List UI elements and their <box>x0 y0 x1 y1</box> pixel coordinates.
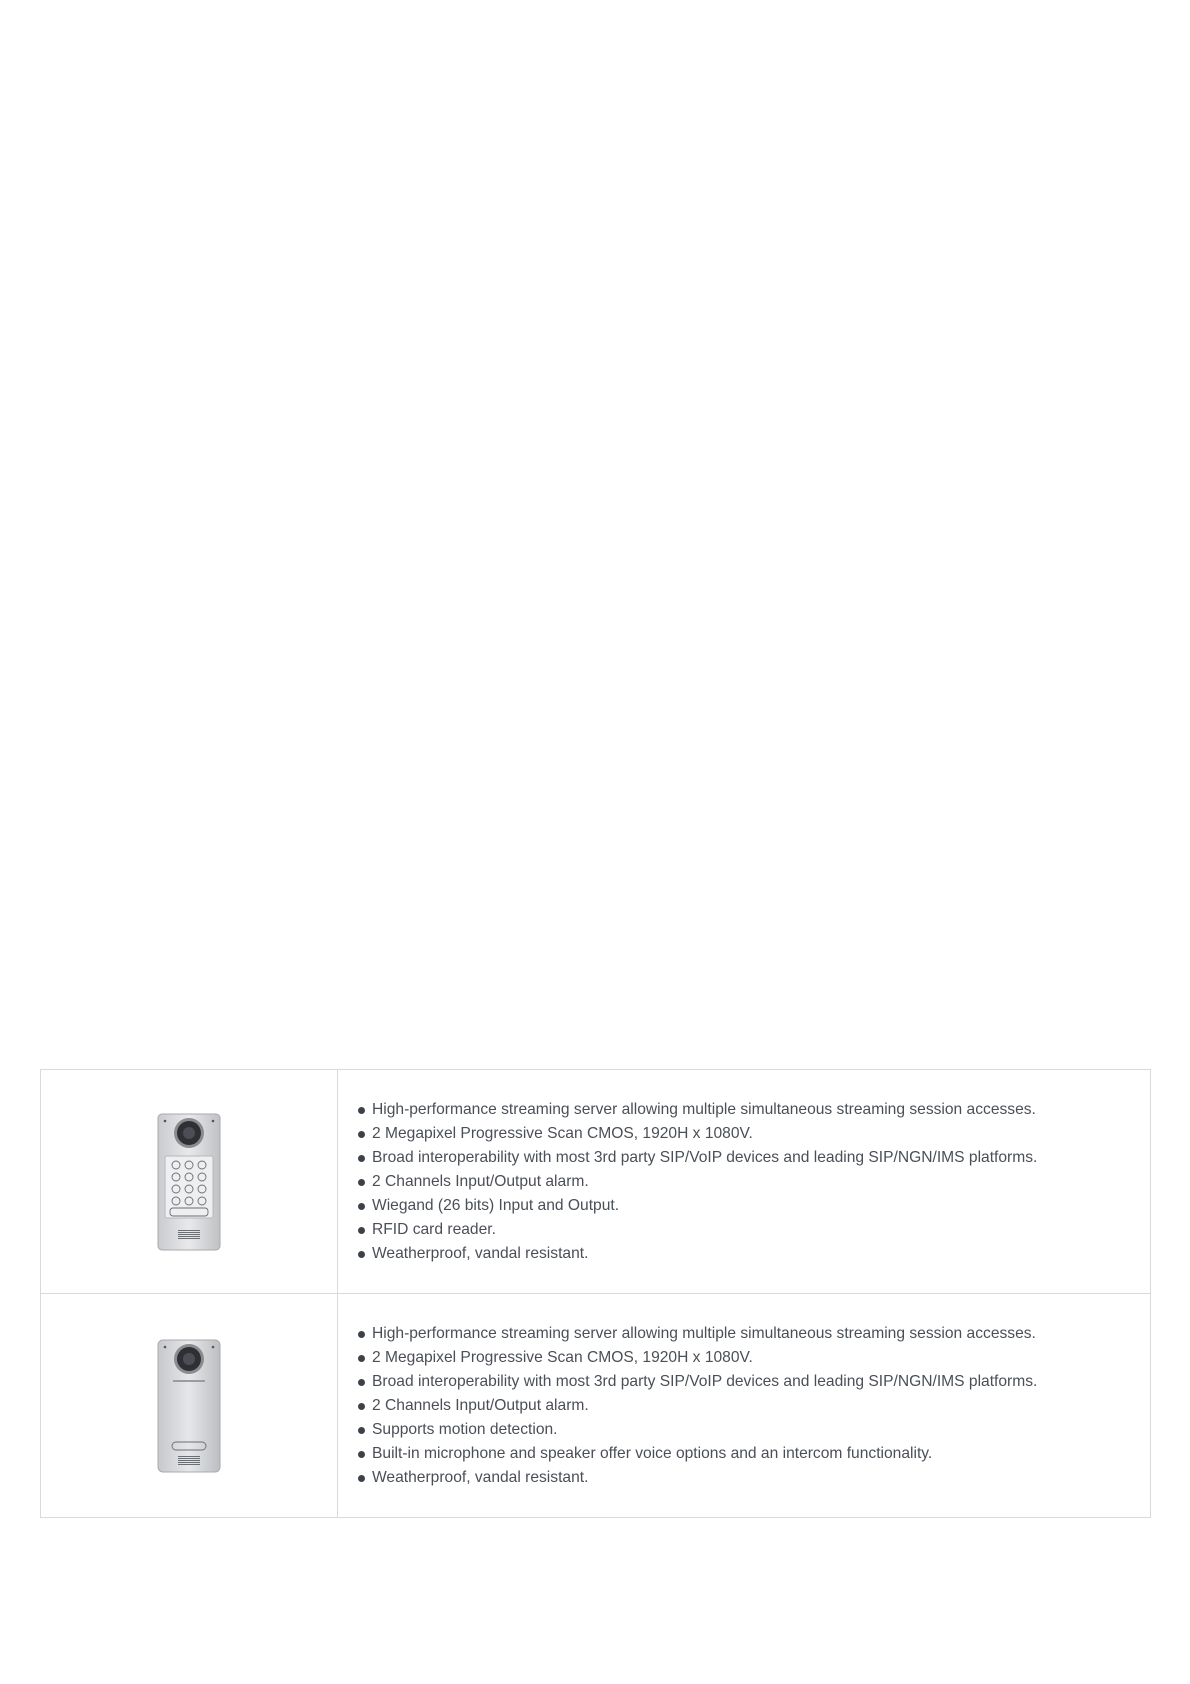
feature-list <box>356 1098 1150 1266</box>
list-item: Broad interoperability with most 3rd party SIP/VoIP devices and leading SIP/NGN/IMS platforms. <box>356 1146 1150 1170</box>
list-item: 2 Channels Input/Output alarm. <box>356 1170 1150 1194</box>
list-item: Built-in microphone and speaker offer voice options and an intercom functionality. <box>356 1442 1150 1466</box>
list-item: 2 Megapixel Progressive Scan CMOS, 1920H x 1080V. <box>356 1122 1150 1146</box>
product-image-cell <box>41 1294 338 1518</box>
list-item: Wiegand (26 bits) Input and Output. <box>356 1194 1150 1218</box>
list-item: High-performance streaming server allowing multiple simultaneous streaming session accesses. <box>356 1098 1150 1122</box>
product-features-table <box>40 1069 1151 1518</box>
product-features-cell <box>338 1070 1151 1294</box>
product-image-cell <box>41 1070 338 1294</box>
list-item: RFID card reader. <box>356 1218 1150 1242</box>
table-row <box>41 1070 1151 1294</box>
list-item: High-performance streaming server allowing multiple simultaneous streaming session accesses. <box>356 1322 1150 1346</box>
keypad-door-station-icon <box>157 1113 221 1251</box>
list-item: Weatherproof, vandal resistant. <box>356 1466 1150 1490</box>
feature-list <box>356 1322 1150 1490</box>
list-item: 2 Megapixel Progressive Scan CMOS, 1920H x 1080V. <box>356 1346 1150 1370</box>
list-item: Weatherproof, vandal resistant. <box>356 1242 1150 1266</box>
product-features-cell <box>338 1294 1151 1518</box>
list-item: Broad interoperability with most 3rd party SIP/VoIP devices and leading SIP/NGN/IMS platforms. <box>356 1370 1150 1394</box>
list-item: 2 Channels Input/Output alarm. <box>356 1394 1150 1418</box>
list-item: Supports motion detection. <box>356 1418 1150 1442</box>
table-row <box>41 1294 1151 1518</box>
door-station-icon <box>157 1339 221 1473</box>
